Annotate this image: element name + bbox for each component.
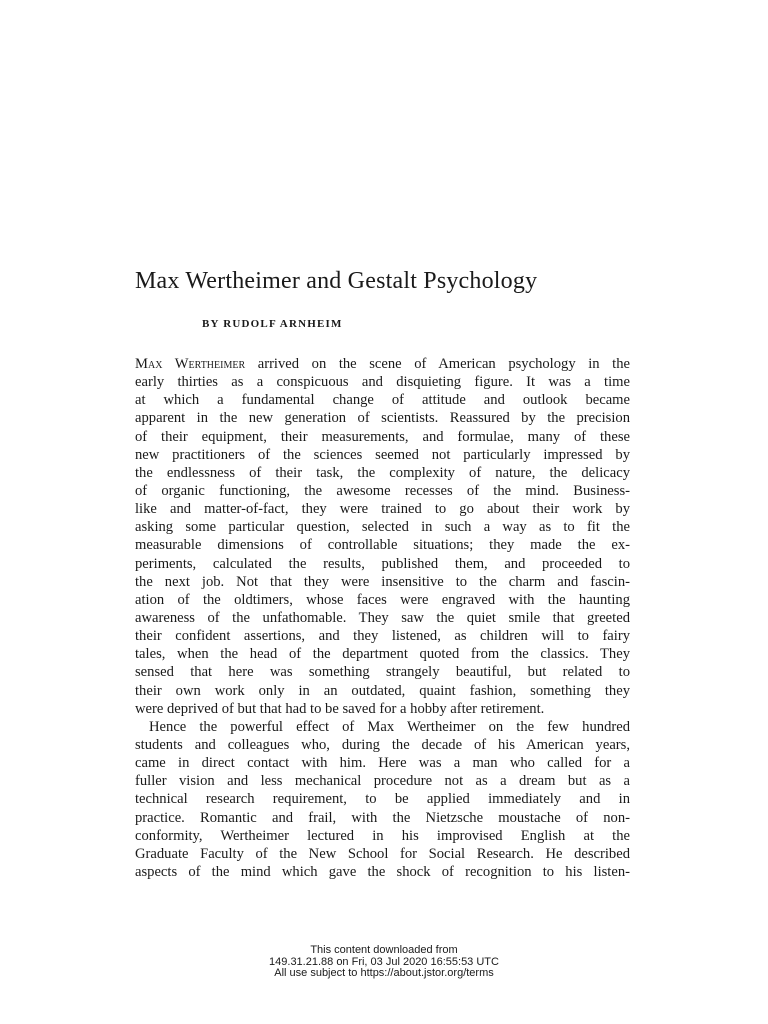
paragraph-2-line: Graduate Faculty of the New School for Social Research. He described [135, 845, 630, 862]
paragraph-2-line: Hence the powerful effect of Max Wertheimer on the few hundred [149, 718, 630, 735]
article-body [135, 355, 630, 881]
download-notice [0, 945, 768, 980]
paragraph-1-line: new practitioners of the sciences seemed not particularly impressed by [135, 446, 630, 463]
download-notice-line-2: 149.31.21.88 on Fri, 03 Jul 2020 16:55:53 UTC [269, 955, 499, 968]
article-title: Max Wertheimer and Gestalt Psychology [135, 268, 538, 294]
paragraph-1-line: ation of the oldtimers, whose faces were engraved with the haunting [135, 591, 630, 608]
paragraph-1-line: the next job. Not that they were insensitive to the charm and fascin- [135, 573, 630, 590]
paragraph-1-line: at which a fundamental change of attitude and outlook became [135, 392, 630, 409]
paragraph-1-line: tales, when the head of the department quoted from the classics. They [135, 646, 630, 663]
paragraph-2-line: technical research requirement, to be applied immediately and in [135, 791, 630, 808]
opening-name: Max Wertheimer [135, 356, 246, 372]
paragraph-1-line: their confident assertions, and they listened, as children will to fairy [135, 628, 630, 645]
paragraph-1-line: periments, calculated the results, published them, and proceeded to [135, 555, 630, 572]
paragraph-1-line: of organic functioning, the awesome recesses of the mind. Business- [135, 482, 630, 499]
paragraph-1-line: their own work only in an outdated, quaint fashion, something they [135, 682, 630, 699]
paragraph-1-line: awareness of the unfathomable. They saw the quiet smile that greeted [135, 609, 630, 626]
article-byline: BY RUDOLF ARNHEIM [202, 318, 343, 330]
paragraph-2-line: aspects of the mind which gave the shock of recognition to his listen- [135, 863, 630, 880]
paragraph-1-line: apparent in the new generation of scientists. Reassured by the precision [135, 410, 630, 427]
download-notice-line-3: All use subject to https://about.jstor.org/terms [274, 967, 494, 979]
paragraph-1-line-1 [135, 355, 630, 373]
paragraph-2-line: fuller vision and less mechanical procedure not as a dream but as a [135, 773, 630, 790]
paragraph-2-line: practice. Romantic and frail, with the Nietzsche moustache of non- [135, 809, 630, 826]
paragraph-1-line: asking some particular question, selected in such a way as to fit the [135, 519, 630, 536]
paragraph-2-line: students and colleagues who, during the decade of his American years, [135, 736, 630, 753]
download-notice-line-1: This content downloaded from [310, 944, 458, 956]
paragraph-2-line: conformity, Wertheimer lectured in his improvised English at the [135, 827, 630, 844]
paragraph-1-line: early thirties as a conspicuous and disquieting figure. It was a time [135, 374, 630, 391]
paragraph-1-line: sensed that here was something strangely beautiful, but related to [135, 664, 630, 681]
paragraph-1-text: arrived on the scene of American psychology in the [245, 356, 630, 372]
paragraph-1-line: like and matter-of-fact, they were trained to go about their work by [135, 501, 630, 518]
paragraph-1-line: measurable dimensions of controllable situations; they made the ex- [135, 537, 630, 554]
paragraph-1-line: of their equipment, their measurements, and formulae, many of these [135, 428, 630, 445]
paragraph-1-line: were deprived of but that had to be saved for a hobby after retirement. [135, 700, 545, 717]
paragraph-1-line: the endlessness of their task, the complexity of nature, the delicacy [135, 464, 630, 481]
paragraph-2-line: came in direct contact with him. Here was a man who called for a [135, 755, 630, 772]
